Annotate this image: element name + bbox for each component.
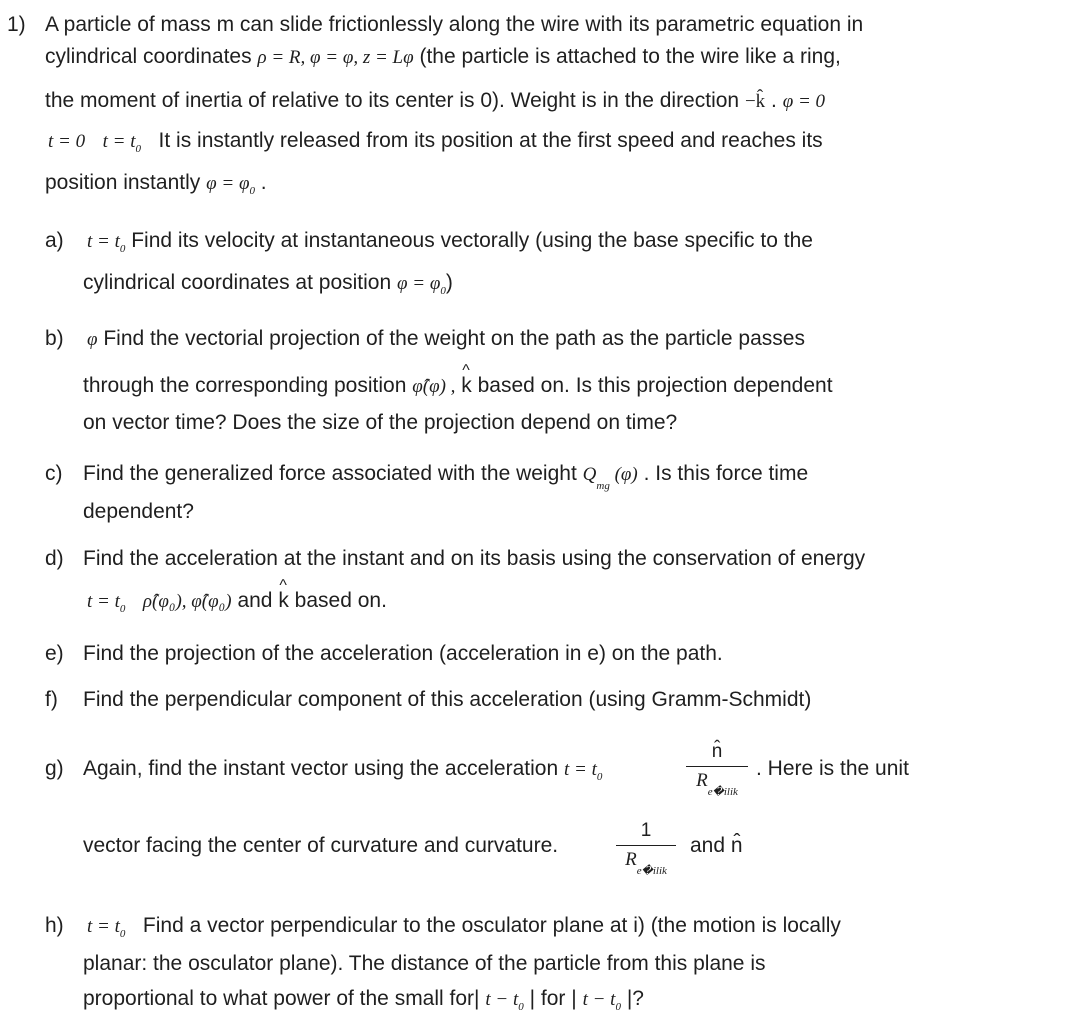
part-b-line-3: on vector time? Does the size of the projection depend on time?: [83, 411, 678, 434]
part-c-text-2: . Is this force time: [643, 462, 809, 485]
part-d-and: and: [237, 589, 273, 612]
part-h-text-1: Find a vector perpendicular to the osculator plane at i) (the motion is locally: [142, 914, 841, 937]
part-c-line-2: dependent?: [83, 500, 194, 523]
problem-line-2-tail: (the particle is attached to the wire like a ring,: [419, 45, 841, 68]
parametric-equation: ρ = R, φ = φ, z = Lφ: [257, 47, 414, 68]
problem-line-4-text: It is instantly released from its position at the first speed and reaches its: [158, 129, 823, 152]
part-c-text-1: Find the generalized force associated with the weight: [83, 462, 577, 485]
abs-time-diff-2: $t - t_0$: [582, 989, 621, 1013]
part-f-text: Find the perpendicular component of this acceleration (using Gramm-Schmidt): [83, 688, 812, 711]
part-h-time: $t = t_0$: [87, 916, 126, 940]
part-b-angle: φ: [87, 329, 98, 350]
part-c-label: c): [45, 462, 63, 485]
part-g-text-2: . Here is the unit: [756, 757, 909, 780]
part-b-k-hat: ^ k: [461, 362, 472, 397]
part-d-line-1: Find the acceleration at the instant and on its basis using the conservation of energy: [83, 547, 866, 570]
part-d-label: d): [45, 547, 64, 570]
initial-time: t = 0: [48, 131, 86, 152]
weight-direction: −k̂: [744, 91, 766, 112]
part-b-text-1: Find the vectorial projection of the weight on the path as the particle passes: [103, 327, 805, 350]
part-f-label: f): [45, 688, 58, 711]
part-d-line-2: [87, 577, 387, 617]
part-b-phi-hat: φ̂(φ) ,: [412, 376, 456, 397]
part-a-angle: $\varphi = \varphi_0$: [397, 273, 446, 297]
part-e-label: e): [45, 642, 64, 665]
unit-normal-numerator: n̂: [711, 741, 723, 762]
part-h-text-4: for: [540, 987, 566, 1010]
problem-line-2: [45, 44, 841, 71]
part-b-line-1: [87, 326, 805, 353]
part-d-time: $t = t_0$: [87, 591, 126, 615]
part-d-basis: ρ̂(φ₀), φ̂(φ₀): [142, 591, 232, 612]
problem-line-4: [48, 128, 823, 157]
curvature-radius-denominator-2: $R_{e�ilik}$: [625, 849, 667, 877]
abs-time-diff-1: $t - t_0$: [485, 989, 524, 1013]
part-g-line-2-tail: [690, 833, 743, 859]
time-t0: $t = t_0$: [102, 131, 142, 155]
part-g-label: g): [45, 757, 64, 780]
part-a-text-1: Find its velocity at instantaneous vectorally (using the base specific to the: [131, 229, 813, 252]
part-h-text-3: proportional to what power of the small for: [83, 987, 475, 1010]
fraction-bar: [686, 766, 748, 767]
part-h-label: h): [45, 914, 64, 937]
part-a-line-2: cylindrical coordinates at position $\varphi = \varphi_0$): [83, 271, 453, 297]
part-d-text-2: based on.: [294, 589, 387, 612]
problem-number: 1): [7, 13, 26, 36]
problem-line-3: [45, 88, 825, 115]
problem-line-1: A particle of mass m can slide frictionlessly along the wire with its parametric equation in: [45, 13, 864, 36]
part-a-line-1: [87, 228, 813, 257]
part-a-label: a): [45, 229, 64, 252]
part-a-text-2: cylindrical coordinates at position: [83, 271, 392, 294]
part-b-label: b): [45, 327, 64, 350]
part-g-line-1: [83, 756, 602, 785]
part-g-time: $t = t_0$: [563, 759, 603, 783]
problem-line-3-dot: .: [771, 89, 777, 112]
part-g-text-1: Again, find the instant vector using the acceleration: [83, 757, 559, 780]
curvature-radius-denominator: $R_{e�ilik}$: [696, 770, 738, 798]
final-angle: $\varphi = \varphi_0$: [206, 173, 255, 197]
part-a-time: $t = t_0$: [87, 231, 126, 255]
initial-angle: φ = 0: [782, 91, 826, 112]
problem-line-5: [45, 170, 267, 199]
part-b-line-2: [83, 362, 833, 400]
part-g-n-hat: n̂: [730, 834, 743, 857]
part-b-text-3: based on. Is this projection dependent: [477, 374, 833, 397]
part-h-line-1: [87, 913, 841, 942]
generalized-force: $Q_{mg}$ (φ): [582, 464, 638, 492]
part-d-k-hat: ^ k: [278, 577, 289, 612]
problem-line-5-end: .: [260, 171, 267, 194]
part-b-text-2: through the corresponding position: [83, 374, 407, 397]
one-numerator: 1: [640, 820, 652, 841]
part-h-line-3: proportional to what power of the small for| $t - t_0$ | for | $t - t_0$ |?: [83, 987, 644, 1013]
curvature-fraction-2: [616, 819, 676, 877]
part-g-and: and: [690, 834, 726, 857]
part-e-text: Find the projection of the acceleration (acceleration in e) on the path.: [83, 642, 723, 665]
part-h-line-2: planar: the osculator plane). The distance of the particle from this plane is: [83, 952, 766, 975]
curvature-fraction: [686, 740, 748, 798]
problem-line-5-text: position instantly: [45, 171, 201, 194]
problem-line-2-text: cylindrical coordinates: [45, 45, 252, 68]
part-g-line-2: vector facing the center of curvature and curvature.: [83, 834, 559, 857]
problem-line-3-text: the moment of inertia of relative to its center is 0). Weight is in the direction: [45, 89, 740, 112]
part-c-line-1: [83, 461, 808, 490]
fraction-bar-2: [616, 845, 676, 846]
